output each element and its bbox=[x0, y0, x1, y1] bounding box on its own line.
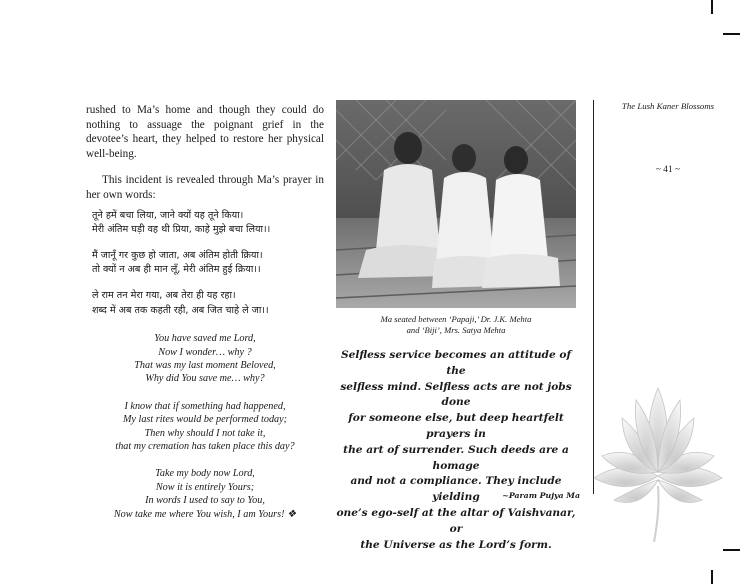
hindi-line: मेरी अंतिम घड़ी वह थी प्रिया, काहे मुझे बचा लिया।। bbox=[92, 224, 271, 236]
verse-line: Take my body now Lord, bbox=[155, 468, 255, 480]
body-paragraph-1: rushed to Ma’s home and though they could do nothing to assuage the poignant grief in the devotee’s heart, they helped to restore her physical well-being. bbox=[86, 104, 324, 160]
crop-mark-bottom-right bbox=[723, 549, 740, 551]
quote-line: for someone else, but deep heartfelt prayers in bbox=[348, 412, 564, 440]
verse-line: Why did You save me… why? bbox=[145, 373, 265, 385]
selfless-service-quote bbox=[336, 348, 576, 553]
crop-mark-bottom bbox=[711, 570, 713, 584]
verse-line: Now I wonder… why ? bbox=[158, 346, 252, 358]
caption-line-2: and ‘Biji’, Mrs. Satya Mehta bbox=[406, 324, 506, 335]
verse-line: That was my last moment Beloved, bbox=[134, 359, 276, 371]
verse-line: Now take me where You wish, I am Yours! ❖ bbox=[113, 508, 297, 520]
quote-line: one’s ego-self at the altar of Vaishvanar, or bbox=[336, 506, 576, 535]
hindi-verse-1 bbox=[86, 209, 324, 238]
quote-line: the Universe as the Lord’s form. bbox=[360, 538, 552, 551]
english-verse-1 bbox=[86, 332, 324, 386]
lotus-flower-icon bbox=[574, 360, 740, 542]
hindi-verse-3 bbox=[86, 289, 324, 318]
quote-attribution: ~Param Pujya Ma bbox=[502, 491, 580, 500]
quote-line: Selfless service becomes an attitude of the bbox=[340, 349, 572, 377]
hindi-verse-2 bbox=[86, 249, 324, 278]
photograph bbox=[336, 100, 576, 308]
verse-line: In words I used to say to You, bbox=[145, 495, 265, 507]
hindi-line: तूने हमें बचा लिया, जाने क्यों यह तूने किया। bbox=[92, 209, 244, 221]
english-verse-2 bbox=[86, 400, 324, 454]
caption-line-1: Ma seated between ‘Papaji,’ Dr. J.K. Mehta bbox=[380, 314, 532, 324]
verse-line: My last rites would be performed today; bbox=[122, 414, 288, 426]
hindi-line: तो क्यों न अब ही मान लूँ, मेरी अंतिम हुई क्रिया।। bbox=[92, 264, 261, 276]
body-paragraph-2: This incident is revealed through Ma’s prayer in her own words: bbox=[86, 174, 324, 201]
quote-line: selfless mind. Selfless acts are not jobs done bbox=[340, 380, 572, 409]
quote-line: and not a compliance. They include yielding bbox=[350, 475, 562, 504]
photo-illustration bbox=[336, 100, 576, 308]
hindi-line: शब्द में अब तक कहती रही, अब जित चाहे ले जा।। bbox=[92, 304, 269, 316]
left-text-column bbox=[86, 103, 324, 521]
quote-line: the art of surrender. Such deeds are a homage bbox=[343, 443, 569, 472]
running-head: The Lush Kaner Blossoms bbox=[621, 101, 715, 111]
verse-line: Now it is entirely Yours; bbox=[155, 481, 255, 493]
verse-line: that my cremation has taken place this day? bbox=[115, 440, 295, 452]
crop-mark-top-right bbox=[723, 33, 740, 35]
hindi-line: ले राम तन मेरा गया, अब तेरा ही यह रहा। bbox=[92, 289, 236, 301]
english-verse-3 bbox=[86, 467, 324, 521]
page-number: ~ 41 ~ bbox=[655, 165, 681, 175]
hindi-line: मैं जानूँ गर कुछ हो जाता, अब अंतिम होती क्रिया। bbox=[92, 249, 263, 261]
photo-caption bbox=[336, 314, 576, 336]
verse-line: You have saved me Lord, bbox=[154, 333, 256, 345]
verse-line: I know that if something had happened, bbox=[124, 400, 286, 412]
verse-line: Then why should I not take it, bbox=[144, 427, 266, 439]
crop-mark-top bbox=[711, 0, 713, 14]
